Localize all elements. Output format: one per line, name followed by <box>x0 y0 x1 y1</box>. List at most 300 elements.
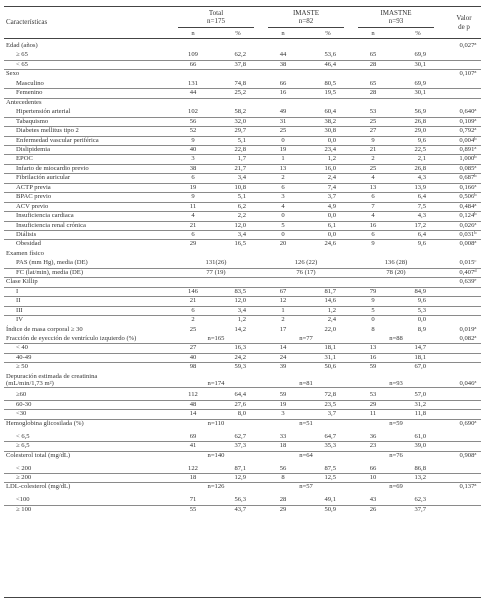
cell-n: 55 <box>189 505 197 513</box>
cell-percent: 57,0 <box>414 391 426 399</box>
cell-percent: 86,8 <box>414 464 426 472</box>
cell-n: 65 <box>369 79 377 87</box>
cell-percent: 16,3 <box>234 344 246 352</box>
cell-percent: 9,6 <box>417 297 426 305</box>
cell-p-value: 0,639e <box>459 277 477 286</box>
row-label: Femenino <box>16 89 43 97</box>
cell-n: 4 <box>281 202 285 210</box>
cell-n: 12 <box>279 297 287 305</box>
cell-n: 16 <box>369 221 377 229</box>
row-separator <box>4 126 481 127</box>
cell-mean-sd: 126 (22) <box>294 259 318 267</box>
cell-n: 14 <box>279 344 287 352</box>
row-label: Obesidad <box>16 240 41 248</box>
row-separator <box>4 117 481 118</box>
cell-percent: 30,1 <box>414 89 426 97</box>
cell-n: 25 <box>369 164 377 172</box>
row-label: PAS (mm Hg), media (DE) <box>16 259 88 267</box>
row-label: Tabaquismo <box>16 117 49 125</box>
cell-subgroup-n: n=88 <box>389 334 403 342</box>
cell-percent: 46,4 <box>324 60 336 68</box>
cell-p-value: 0,004$^b$ <box>459 135 477 144</box>
row-separator <box>4 136 481 137</box>
cell-n: 56 <box>279 464 287 472</box>
cell-p-value: 0,085$^a$ <box>459 163 477 172</box>
cell-n: 19 <box>279 145 287 153</box>
cell-percent: 32,0 <box>234 117 246 125</box>
row-separator <box>4 353 481 354</box>
cell-percent: 74,8 <box>234 79 246 87</box>
cell-n: 16 <box>369 353 377 361</box>
cell-mean-sd: 131(26) <box>205 259 227 267</box>
row-label-continued: (mL/min/1,73 m²) <box>6 380 54 388</box>
cell-n: 67 <box>279 287 287 295</box>
row-separator <box>4 230 481 231</box>
cell-n: 0 <box>281 136 285 144</box>
cell-n: 11 <box>189 202 197 210</box>
cell-subgroup-n: n=165 <box>207 334 225 342</box>
cell-subgroup-n: n=174 <box>207 380 225 388</box>
cell-n: 4 <box>371 212 375 220</box>
cell-percent: 23,4 <box>324 145 336 153</box>
cell-n: 79 <box>369 287 377 295</box>
header-total-title: Total <box>208 9 224 17</box>
cell-percent: 29,7 <box>234 127 246 135</box>
cell-n: 39 <box>279 363 287 371</box>
cell-p-value: 0,891$^a$ <box>459 144 477 153</box>
cell-n: 8 <box>371 325 375 333</box>
table-top-rule <box>4 6 481 7</box>
cell-percent: 9,6 <box>417 240 426 248</box>
row-label: Diabetes mellitus tipo 2 <box>16 127 79 135</box>
row-separator <box>4 145 481 146</box>
cell-percent: 59,3 <box>234 363 246 371</box>
row-label: ACV previo <box>16 202 49 210</box>
cell-percent: 1,7 <box>237 155 246 163</box>
cell-n: 21 <box>369 145 377 153</box>
cell-percent: 24,6 <box>324 240 336 248</box>
row-label: 40-49 <box>16 353 32 361</box>
cell-percent: 23,5 <box>324 400 336 408</box>
row-label: < 40 <box>16 344 28 352</box>
cell-n: 2 <box>191 316 195 324</box>
cell-p-value: 0,027$^a$ <box>459 41 477 49</box>
cell-percent: 0,0 <box>327 231 336 238</box>
row-label: ≥ 65 <box>16 51 28 59</box>
cell-n: 40 <box>189 353 197 361</box>
cell-n: 2 <box>281 174 285 182</box>
cell-n: 28 <box>369 60 377 68</box>
cell-n: 102 <box>188 108 198 116</box>
row-separator <box>4 183 481 184</box>
cell-percent: 3,7 <box>327 193 336 201</box>
cell-subgroup-n: n=57 <box>299 483 313 491</box>
row-label: ≥ 200 <box>16 473 32 481</box>
cell-percent: 56,3 <box>234 496 246 504</box>
cell-n: 5 <box>281 221 285 229</box>
header-imaste-title: IMASTE <box>292 9 320 17</box>
row-separator <box>4 211 481 212</box>
cell-n: 25 <box>279 127 287 135</box>
cell-n: 3 <box>281 410 285 418</box>
cell-percent: 83,5 <box>234 287 246 295</box>
cell-percent: 1,2 <box>327 306 336 314</box>
row-separator <box>4 441 481 442</box>
cell-percent: 26,8 <box>414 164 426 172</box>
row-label: Insuficiencia cardiaca <box>16 212 74 220</box>
cell-n: 9 <box>191 136 195 144</box>
p-value-test-marker: a <box>474 333 477 339</box>
cell-n: 3 <box>281 193 285 201</box>
cell-p-value: 0,166$^a$ <box>459 182 477 191</box>
cell-p-value: 1,000$^b$ <box>459 154 477 163</box>
row-separator <box>4 202 481 203</box>
row-label: Hemoglobina glicosilada (%) <box>6 419 84 427</box>
cell-percent: 14,6 <box>324 297 336 305</box>
header-characteristics: Características <box>6 18 48 26</box>
row-separator <box>4 451 481 452</box>
cell-mean-sd: 136 (28) <box>384 259 408 267</box>
cell-percent: 22,8 <box>234 145 246 153</box>
cell-percent: 29,0 <box>414 127 426 135</box>
row-separator <box>4 69 481 70</box>
cell-percent: 12,9 <box>234 473 246 481</box>
cell-n: 11 <box>369 410 377 418</box>
p-value-test-marker: b <box>474 173 477 179</box>
cell-subgroup-n: n=64 <box>299 451 313 459</box>
cell-percent: 7,4 <box>327 183 336 191</box>
cell-n: 23 <box>369 442 377 450</box>
cell-n: 6 <box>191 231 195 238</box>
cell-percent: 69,9 <box>414 79 426 87</box>
cell-n: 1 <box>281 306 285 314</box>
cell-n: 3 <box>191 155 195 163</box>
cell-percent: 24,2 <box>234 353 246 361</box>
p-value-test-marker: a <box>474 239 477 245</box>
header-imaste-n: n=82 <box>298 17 314 25</box>
cell-subgroup-n: n=93 <box>389 380 403 388</box>
cell-percent: 50,6 <box>324 363 336 371</box>
cell-n: 9 <box>371 136 375 144</box>
cell-n: 10 <box>369 473 377 481</box>
cell-percent: 35,3 <box>324 442 336 450</box>
cell-percent: 69,9 <box>414 51 426 59</box>
cell-p-value: 0,107$^a$ <box>459 69 477 78</box>
cell-percent: 3,4 <box>237 174 246 182</box>
cell-n: 66 <box>189 60 197 68</box>
row-label: Dislipidemia <box>16 145 51 153</box>
cell-n: 9 <box>371 297 375 305</box>
cell-percent: 39,0 <box>414 442 426 450</box>
cell-mean-sd: 76 (17) <box>296 268 316 276</box>
cell-n: 27 <box>189 344 197 352</box>
row-separator <box>4 482 481 483</box>
row-label: < 6,5 <box>16 432 30 440</box>
cell-percent: 0,0 <box>327 212 336 220</box>
row-label: Enfermedad vascular periférica <box>16 136 99 144</box>
cell-p-value: 0,015$^c$ <box>459 258 477 267</box>
header-bottom-rule <box>4 38 481 39</box>
cell-n: 112 <box>188 391 198 399</box>
cell-percent: 2,1 <box>417 155 426 163</box>
cell-percent: 50,9 <box>324 505 336 513</box>
row-separator <box>4 173 481 174</box>
cell-percent: 13,2 <box>414 473 426 481</box>
row-separator <box>4 268 481 269</box>
cell-n: 16 <box>279 89 287 97</box>
cell-n: 40 <box>189 145 197 153</box>
cell-p-value: 0,484$^a$ <box>459 201 477 210</box>
cell-subgroup-n: n=59 <box>389 419 403 427</box>
row-label: LDL-colesterol (mg/dL) <box>6 483 71 491</box>
cell-percent: 64,7 <box>324 432 336 440</box>
cell-n: 2 <box>371 155 375 163</box>
cell-percent: 30,8 <box>324 127 336 135</box>
cell-percent: 0,0 <box>327 136 336 144</box>
cell-percent: 56,9 <box>414 108 426 116</box>
cell-n: 29 <box>369 400 377 408</box>
cell-percent: 84,9 <box>414 287 426 295</box>
row-separator <box>4 154 481 155</box>
cell-n: 33 <box>279 432 287 440</box>
cell-percent: 67,0 <box>414 363 426 371</box>
row-label: Hipertensión arterial <box>16 108 71 116</box>
cell-percent: 22,0 <box>324 325 336 333</box>
cell-n: 29 <box>279 505 287 513</box>
cell-n: 6 <box>191 174 195 182</box>
row-separator <box>4 192 481 193</box>
cell-n: 13 <box>369 183 377 191</box>
p-value-test-marker: e <box>474 277 477 283</box>
row-label: Examen físico <box>6 249 44 257</box>
row-separator <box>4 88 481 89</box>
cell-n: 53 <box>369 391 377 399</box>
cell-n: 4 <box>371 174 375 182</box>
cell-p-value: 0,137$^a$ <box>459 482 477 491</box>
cell-p-value: 0,908$^a$ <box>459 450 477 459</box>
cell-p-value: 0,792$^a$ <box>459 126 477 135</box>
row-separator <box>4 239 481 240</box>
row-label: <30 <box>16 410 27 418</box>
cell-percent: 58,2 <box>234 108 246 116</box>
header-group-rule-imastne <box>358 27 434 28</box>
row-label: Colesterol total (mg/dL) <box>6 451 71 459</box>
cell-percent: 26,8 <box>414 117 426 125</box>
subheader-imastne-pct: % <box>415 30 421 37</box>
cell-percent: 17,2 <box>414 221 426 229</box>
cell-n: 21 <box>189 221 197 229</box>
cell-percent: 14,7 <box>414 344 426 352</box>
row-label: < 200 <box>16 464 32 472</box>
p-value-test-marker: a <box>474 220 477 226</box>
p-value-test-marker: b <box>474 192 477 198</box>
cell-percent: 16,0 <box>324 164 336 172</box>
cell-n: 25 <box>189 325 197 333</box>
cell-n: 5 <box>371 306 375 314</box>
row-separator <box>4 60 481 61</box>
cell-p-value: 0,109$^a$ <box>459 116 477 125</box>
row-label: < 65 <box>16 60 28 68</box>
cell-percent: 27,6 <box>234 400 246 408</box>
cell-n: 14 <box>189 410 197 418</box>
p-value-test-marker: b <box>474 135 477 141</box>
cell-n: 38 <box>279 60 287 68</box>
p-value-test-marker: a <box>474 418 477 424</box>
cell-n: 19 <box>279 400 287 408</box>
cell-n: 41 <box>189 442 197 450</box>
row-separator <box>4 221 481 222</box>
cell-percent: 5,1 <box>237 136 246 144</box>
cell-p-value: 0,506$^b$ <box>459 192 477 201</box>
row-separator <box>4 409 481 410</box>
subheader-imastne-n: n <box>371 30 375 37</box>
cell-n: 48 <box>189 400 197 408</box>
cell-percent: 2,4 <box>327 316 336 324</box>
cell-n: 13 <box>279 164 287 172</box>
cell-percent: 64,4 <box>234 391 246 399</box>
cell-n: 66 <box>279 79 287 87</box>
cell-percent: 43,7 <box>234 505 246 513</box>
cell-percent: 81,7 <box>324 287 336 295</box>
cell-percent: 37,8 <box>234 60 246 68</box>
cell-percent: 53,6 <box>324 51 336 59</box>
cell-n: 65 <box>369 51 377 59</box>
table-bottom-rule <box>4 597 481 598</box>
cell-p-value: 0,687$^b$ <box>459 173 477 182</box>
cell-p-value: 0,082$^a$ <box>459 333 477 342</box>
cell-percent: 38,2 <box>324 117 336 125</box>
cell-n: 31 <box>279 117 287 125</box>
p-value-test-marker: a <box>474 182 477 188</box>
cell-p-value: 0,124$^b$ <box>459 211 477 220</box>
cell-percent: 18,1 <box>414 353 426 361</box>
cell-subgroup-n: n=51 <box>299 419 313 427</box>
row-label: Sexo <box>6 70 20 78</box>
row-separator <box>4 315 481 316</box>
cell-n: 59 <box>279 391 287 399</box>
cell-p-value: 0,046$^a$ <box>459 379 477 388</box>
cell-n: 109 <box>188 51 198 59</box>
row-separator <box>4 473 481 474</box>
cell-percent: 8,9 <box>417 325 426 333</box>
cell-n: 21 <box>189 297 197 305</box>
cell-n: 26 <box>369 505 377 513</box>
header-group-rule-imaste <box>268 27 344 28</box>
cell-subgroup-n: n=140 <box>207 451 225 459</box>
cell-percent: 16,5 <box>234 240 246 248</box>
cell-n: 18 <box>189 473 197 481</box>
cell-n: 17 <box>279 325 287 333</box>
row-label: FC (lat/min), media (DE) <box>16 268 84 276</box>
row-separator <box>4 419 481 420</box>
cell-n: 56 <box>189 117 197 125</box>
cell-percent: 19,5 <box>324 89 336 97</box>
cell-n: 0 <box>281 231 285 238</box>
cell-n: 13 <box>369 344 377 352</box>
p-value-test-marker: b <box>474 211 477 217</box>
cell-p-value: 0,019$^a$ <box>459 324 477 333</box>
cell-percent: 9,6 <box>417 136 426 144</box>
cell-n: 29 <box>189 240 197 248</box>
cell-percent: 37,3 <box>234 442 246 450</box>
p-value-test-marker: d <box>474 267 477 273</box>
header-group-rule-total <box>178 27 254 28</box>
cell-percent: 80,5 <box>324 79 336 87</box>
row-separator <box>4 296 481 297</box>
row-label: Insuficiencia renal crónica <box>16 221 86 229</box>
cell-percent: 37,7 <box>414 505 426 513</box>
p-value-test-marker: a <box>474 324 477 330</box>
header-imastne-title: IMASTNE <box>380 9 412 17</box>
row-label: EPOC <box>16 155 33 163</box>
p-value-test-marker: a <box>474 41 477 46</box>
cell-n: 6 <box>371 231 375 238</box>
cell-subgroup-n: n=69 <box>389 483 403 491</box>
cell-n: 131 <box>188 79 198 87</box>
cell-n: 24 <box>279 353 287 361</box>
p-value-test-marker: a <box>474 450 477 456</box>
p-value-test-marker: b <box>474 230 477 235</box>
cell-percent: 12,5 <box>324 473 336 481</box>
p-value-test-marker: a <box>474 201 477 207</box>
cell-percent: 3,4 <box>237 306 246 314</box>
cell-percent: 8,0 <box>237 410 246 418</box>
cell-mean-sd: 78 (20) <box>386 268 406 276</box>
row-label: Infarto de miocardio previo <box>16 164 89 172</box>
row-label: Fibrilación auricular <box>16 174 71 182</box>
cell-subgroup-n: n=76 <box>389 451 403 459</box>
cell-n: 43 <box>369 496 377 504</box>
header-imastne-n: n=93 <box>388 17 404 25</box>
cell-percent: 10,8 <box>234 183 246 191</box>
cell-percent: 0,0 <box>417 316 426 324</box>
cell-n: 9 <box>191 193 195 201</box>
row-separator <box>4 306 481 307</box>
p-value-test-marker: a <box>474 107 477 113</box>
cell-percent: 62,7 <box>234 432 246 440</box>
cell-percent: 3,7 <box>327 410 336 418</box>
row-separator <box>4 164 481 165</box>
row-label: Fracción de eyección de ventrículo izquierdo (%) <box>6 334 137 342</box>
subheader-imaste-pct: % <box>325 30 331 37</box>
cell-percent: 31,2 <box>414 400 426 408</box>
cell-percent: 4,9 <box>327 202 336 210</box>
cell-n: 6 <box>281 183 285 191</box>
cell-n: 49 <box>279 108 287 116</box>
cell-percent: 11,8 <box>414 410 426 418</box>
header-pvalue-line2: de p <box>458 23 470 31</box>
cell-n: 9 <box>371 240 375 248</box>
row-separator <box>4 287 481 288</box>
cell-subgroup-n: n=77 <box>299 334 313 342</box>
cell-n: 4 <box>191 212 195 220</box>
cell-percent: 6,1 <box>327 221 336 229</box>
cell-percent: 72,8 <box>324 391 336 399</box>
cell-percent: 13,9 <box>414 183 426 191</box>
cell-percent: 30,1 <box>414 60 426 68</box>
cell-n: 52 <box>189 127 197 135</box>
cell-percent: 5,1 <box>237 193 246 201</box>
cell-percent: 60,4 <box>324 108 336 116</box>
cell-p-value: 0,008$^a$ <box>459 239 477 248</box>
cell-percent: 2,4 <box>327 174 336 182</box>
cell-n: 6 <box>371 193 375 201</box>
p-value-test-marker: b <box>474 154 477 160</box>
p-value-test-marker: a <box>474 116 477 122</box>
row-label: Edad (años) <box>6 42 38 49</box>
row-label: BPAC previo <box>16 193 52 201</box>
row-separator <box>4 400 481 401</box>
